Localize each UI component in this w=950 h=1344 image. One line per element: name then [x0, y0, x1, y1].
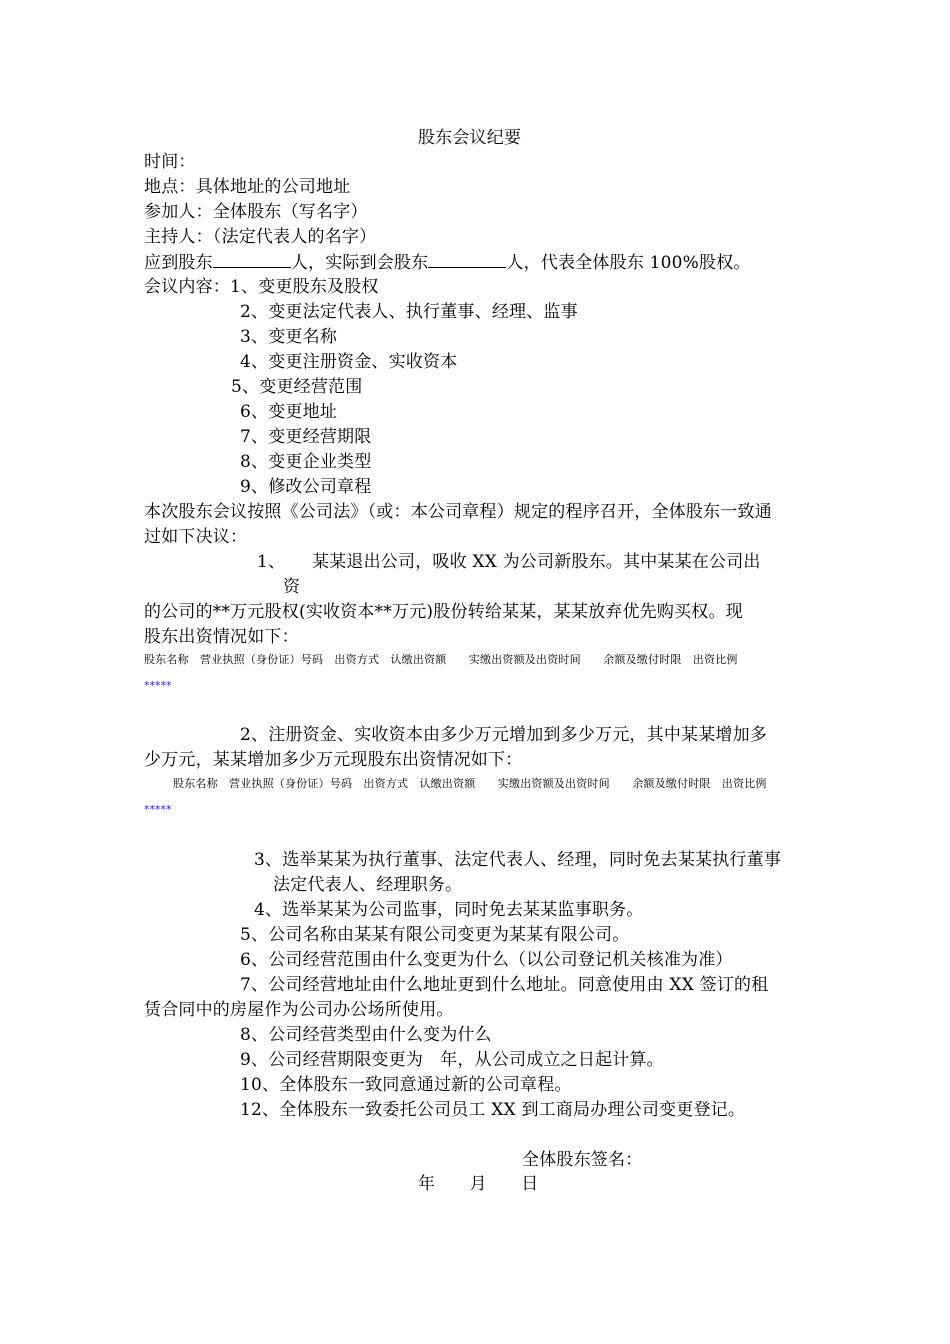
resolution-2-line1: 2、注册资金、实收资本由多少万元增加到多少万元，其中某某增加多 [240, 725, 768, 745]
agenda-item-6: 6、变更地址 [240, 402, 338, 422]
agenda-item-8: 8、变更企业类型 [240, 452, 372, 472]
location-line: 地点：具体地址的公司地址 [144, 177, 351, 197]
blank-field-2 [428, 250, 506, 268]
signature-label: 全体股东签名： [522, 1150, 643, 1170]
resolution-10: 10、全体股东一致同意通过新的公司章程。 [240, 1075, 572, 1095]
resolution-4: 4、选举某某为公司监事，同时免去某某监事职务。 [254, 900, 644, 920]
agenda-heading: 会议内容：1、变更股东及股权 [144, 277, 379, 297]
resolution-6: 6、公司经营范围由什么变更为什么（以公司登记机关核准为准） [240, 950, 733, 970]
time-line: 时间： [144, 152, 196, 172]
table-header-1: 股东名称 营业执照（身份证）号码 出资方式 认缴出资额 实缴出资额及出资时间 余额及缴付时限 出资比例 [144, 653, 738, 666]
agenda-item-7: 7、变更经营期限 [240, 427, 372, 447]
resolution-1-wrap: 资 [283, 577, 301, 597]
blank-field-1 [213, 250, 291, 268]
agenda-item-2: 2、变更法定代表人、执行董事、经理、监事 [240, 302, 578, 322]
attendance-part2: 人，实际到会股东 [290, 253, 429, 273]
resolution-5: 5、公司名称由某某有限公司变更为某某有限公司。 [240, 925, 630, 945]
resolution-1-line1: 某某退出公司，吸收 XX 为公司新股东。其中某某在公司出 [312, 552, 761, 572]
resolution-3-line1: 3、选举某某为执行董事、法定代表人、经理，同时免去某某执行董事 [254, 850, 782, 870]
intro-line-2: 过如下决议： [144, 527, 248, 547]
resolution-1-line2: 的公司的**万元股权(实收资本**万元)股份转给某某，某某放弃优先购买权。现 [144, 602, 743, 622]
table-header-2: 股东名称 营业执照（身份证）号码 出资方式 认缴出资额 实缴出资额及出资时间 余额及缴付时限 出资比例 [173, 777, 767, 790]
resolution-8: 8、公司经营类型由什么变为什么 [240, 1025, 492, 1045]
agenda-item-5: 5、变更经营范围 [231, 377, 363, 397]
participants-line: 参加人：全体股东（写名字） [144, 202, 368, 222]
resolution-3-line2: 法定代表人、经理职务。 [273, 875, 463, 895]
document-title: 股东会议纪要 [418, 128, 522, 148]
resolution-9: 9、公司经营期限变更为 年，从公司成立之日起计算。 [240, 1050, 664, 1070]
date-line: 年 月 日 [418, 1174, 539, 1194]
placeholder-stars-1: ***** [144, 679, 172, 692]
intro-line-1: 本次股东会议按照《公司法》（或：本公司章程）规定的程序召开，全体股东一致通 [144, 502, 772, 522]
attendance-part1: 应到股东 [144, 253, 213, 273]
resolution-12: 12、全体股东一致委托公司员工 XX 到工商局办理公司变更登记。 [240, 1100, 746, 1120]
agenda-item-9: 9、修改公司章程 [240, 477, 372, 497]
resolution-1-line3: 股东出资情况如下： [144, 627, 299, 647]
resolution-7-line2: 赁合同中的房屋作为公司办公场所使用。 [144, 1000, 454, 1020]
placeholder-stars-2: ***** [144, 803, 172, 816]
agenda-item-4: 4、变更注册资金、实收资本 [240, 352, 458, 372]
attendance-part3: 人，代表全体股东 100%股权。 [506, 253, 751, 273]
attendance-line [144, 250, 751, 275]
resolution-7-line1: 7、公司经营地址由什么地址更到什么地址。同意使用由 XX 签订的租 [240, 975, 769, 995]
agenda-item-3: 3、变更名称 [240, 327, 338, 347]
resolution-1-number: 1、 [257, 552, 286, 572]
host-line: 主持人：（法定代表人的名字） [144, 227, 377, 247]
resolution-2-line2: 少万元，某某增加多少万元现股东出资情况如下： [144, 750, 523, 770]
